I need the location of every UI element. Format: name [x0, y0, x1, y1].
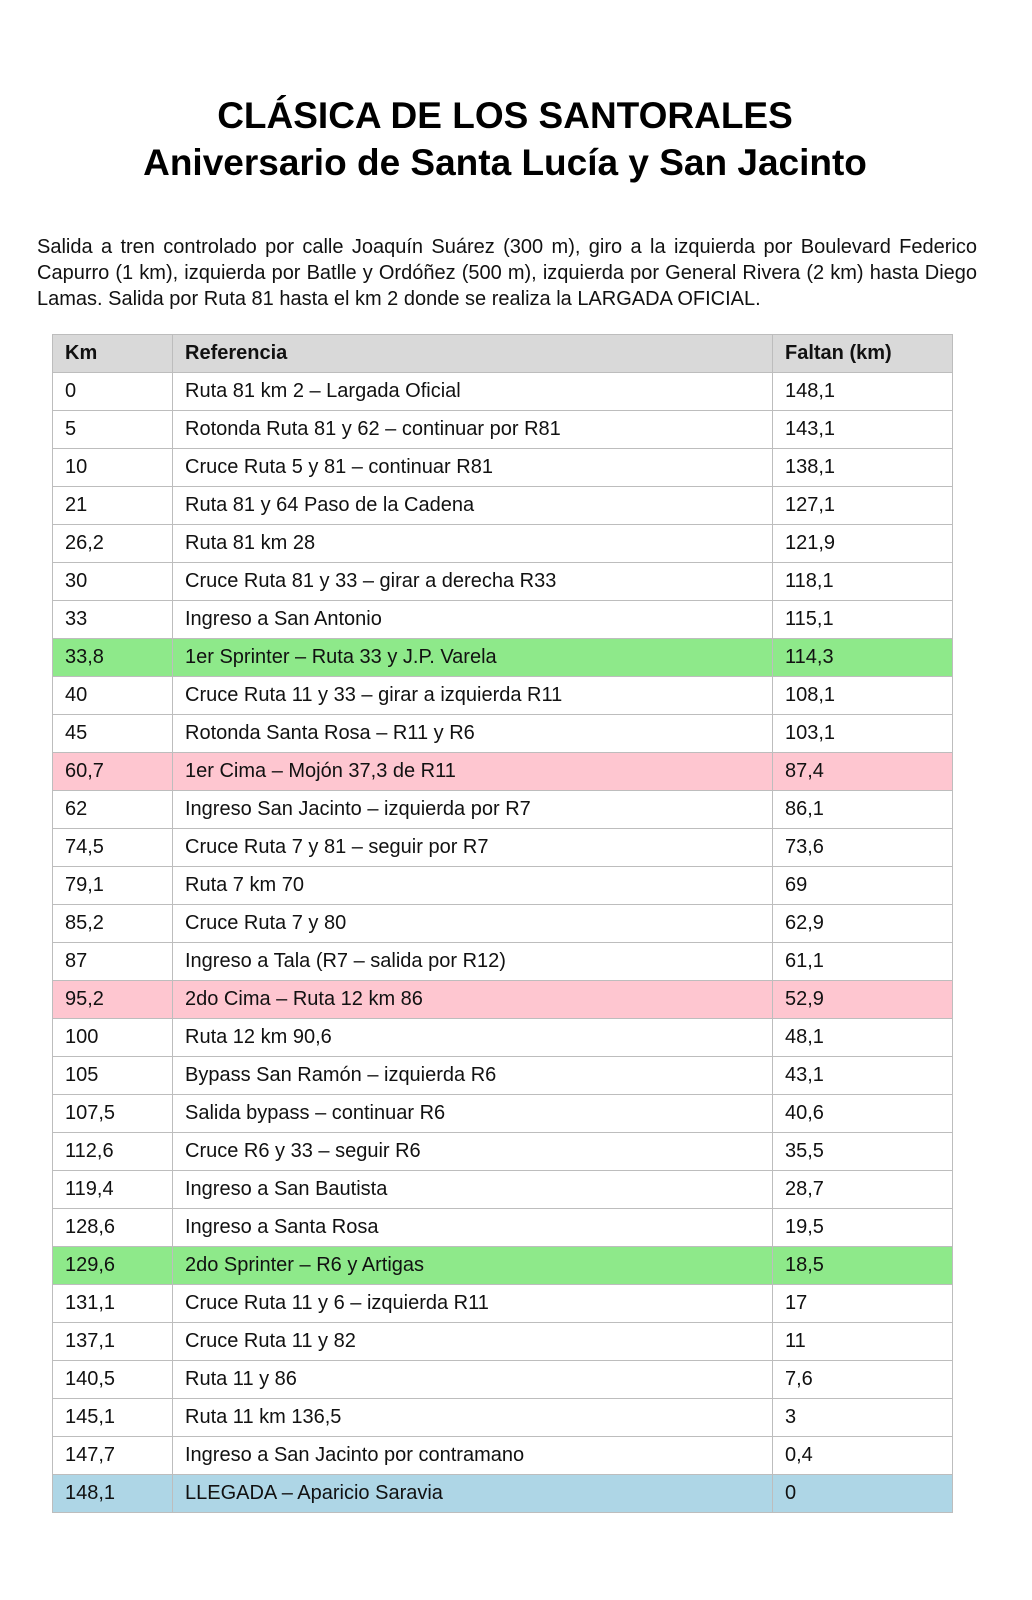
cell-referencia: Ruta 12 km 90,6	[173, 1019, 773, 1057]
cell-faltan: 108,1	[773, 677, 953, 715]
cell-faltan: 143,1	[773, 411, 953, 449]
table-row	[53, 1019, 953, 1057]
table-row	[53, 1247, 953, 1285]
table-row	[53, 1323, 953, 1361]
cell-km: 30	[53, 563, 173, 601]
cell-referencia: Rotonda Ruta 81 y 62 – continuar por R81	[173, 411, 773, 449]
cell-faltan: 115,1	[773, 601, 953, 639]
cell-km: 100	[53, 1019, 173, 1057]
cell-referencia: 2do Sprinter – R6 y Artigas	[173, 1247, 773, 1285]
cell-faltan: 148,1	[773, 373, 953, 411]
cell-faltan: 19,5	[773, 1209, 953, 1247]
cell-faltan: 3	[773, 1399, 953, 1437]
cell-referencia: Ruta 11 y 86	[173, 1361, 773, 1399]
cell-faltan: 127,1	[773, 487, 953, 525]
cell-referencia: Bypass San Ramón – izquierda R6	[173, 1057, 773, 1095]
cell-faltan: 103,1	[773, 715, 953, 753]
table-row	[53, 1437, 953, 1475]
cell-km: 21	[53, 487, 173, 525]
cell-km: 26,2	[53, 525, 173, 563]
cell-km: 10	[53, 449, 173, 487]
cell-referencia: Ingreso a San Antonio	[173, 601, 773, 639]
cell-referencia: Cruce Ruta 11 y 33 – girar a izquierda R11	[173, 677, 773, 715]
table-row	[53, 563, 953, 601]
cell-km: 5	[53, 411, 173, 449]
cell-km: 60,7	[53, 753, 173, 791]
cell-faltan: 73,6	[773, 829, 953, 867]
cell-faltan: 11	[773, 1323, 953, 1361]
cell-km: 62	[53, 791, 173, 829]
table-row	[53, 1095, 953, 1133]
table-row	[53, 867, 953, 905]
title-line-1: CLÁSICA DE LOS SANTORALES	[217, 95, 793, 136]
cell-faltan: 121,9	[773, 525, 953, 563]
cell-referencia: 1er Cima – Mojón 37,3 de R11	[173, 753, 773, 791]
title-line-2: Aniversario de Santa Lucía y San Jacinto	[143, 142, 867, 183]
cell-km: 33	[53, 601, 173, 639]
table-row	[53, 981, 953, 1019]
cell-referencia: 2do Cima – Ruta 12 km 86	[173, 981, 773, 1019]
table-row	[53, 601, 953, 639]
table-row	[53, 1285, 953, 1323]
table-row	[53, 449, 953, 487]
table-row	[53, 829, 953, 867]
cell-km: 33,8	[53, 639, 173, 677]
table-row	[53, 639, 953, 677]
cell-faltan: 52,9	[773, 981, 953, 1019]
table-row	[53, 1209, 953, 1247]
cell-referencia: Cruce R6 y 33 – seguir R6	[173, 1133, 773, 1171]
cell-faltan: 17	[773, 1285, 953, 1323]
cell-km: 140,5	[53, 1361, 173, 1399]
cell-referencia: Cruce Ruta 11 y 82	[173, 1323, 773, 1361]
table-row	[53, 791, 953, 829]
cell-referencia: Ruta 81 km 2 – Largada Oficial	[173, 373, 773, 411]
cell-km: 137,1	[53, 1323, 173, 1361]
table-row	[53, 525, 953, 563]
cell-referencia: Ruta 11 km 136,5	[173, 1399, 773, 1437]
cell-km: 131,1	[53, 1285, 173, 1323]
cell-km: 85,2	[53, 905, 173, 943]
cell-faltan: 61,1	[773, 943, 953, 981]
table-row	[53, 487, 953, 525]
table-row	[53, 1361, 953, 1399]
table-row	[53, 943, 953, 981]
cell-km: 129,6	[53, 1247, 173, 1285]
table-row	[53, 677, 953, 715]
table-row	[53, 753, 953, 791]
cell-faltan: 40,6	[773, 1095, 953, 1133]
cell-faltan: 87,4	[773, 753, 953, 791]
cell-referencia: Ruta 7 km 70	[173, 867, 773, 905]
cell-referencia: Ingreso a San Bautista	[173, 1171, 773, 1209]
cell-referencia: Rotonda Santa Rosa – R11 y R6	[173, 715, 773, 753]
header-faltan: Faltan (km)	[773, 335, 953, 373]
header-km: Km	[53, 335, 173, 373]
table-row	[53, 411, 953, 449]
cell-faltan: 0	[773, 1475, 953, 1513]
cell-km: 107,5	[53, 1095, 173, 1133]
cell-faltan: 138,1	[773, 449, 953, 487]
table-row	[53, 1475, 953, 1513]
cell-km: 79,1	[53, 867, 173, 905]
cell-referencia: Cruce Ruta 7 y 80	[173, 905, 773, 943]
table-row	[53, 1057, 953, 1095]
table-row	[53, 1171, 953, 1209]
cell-referencia: Salida bypass – continuar R6	[173, 1095, 773, 1133]
table-row	[53, 905, 953, 943]
cell-faltan: 28,7	[773, 1171, 953, 1209]
cell-faltan: 62,9	[773, 905, 953, 943]
cell-faltan: 35,5	[773, 1133, 953, 1171]
cell-referencia: Ingreso a San Jacinto por contramano	[173, 1437, 773, 1475]
table-row	[53, 1399, 953, 1437]
cell-km: 145,1	[53, 1399, 173, 1437]
cell-faltan: 43,1	[773, 1057, 953, 1095]
cell-km: 148,1	[53, 1475, 173, 1513]
cell-km: 0	[53, 373, 173, 411]
table-row	[53, 715, 953, 753]
cell-km: 45	[53, 715, 173, 753]
cell-faltan: 18,5	[773, 1247, 953, 1285]
cell-faltan: 118,1	[773, 563, 953, 601]
table-header-row	[53, 335, 953, 373]
cell-referencia: 1er Sprinter – Ruta 33 y J.P. Varela	[173, 639, 773, 677]
cell-km: 128,6	[53, 1209, 173, 1247]
cell-km: 112,6	[53, 1133, 173, 1171]
cell-faltan: 86,1	[773, 791, 953, 829]
cell-km: 147,7	[53, 1437, 173, 1475]
cell-faltan: 114,3	[773, 639, 953, 677]
cell-referencia: Ruta 81 km 28	[173, 525, 773, 563]
cell-km: 87	[53, 943, 173, 981]
table-row	[53, 1133, 953, 1171]
cell-km: 74,5	[53, 829, 173, 867]
cell-referencia: Ingreso San Jacinto – izquierda por R7	[173, 791, 773, 829]
header-referencia: Referencia	[173, 335, 773, 373]
cell-referencia: LLEGADA – Aparicio Saravia	[173, 1475, 773, 1513]
cell-km: 119,4	[53, 1171, 173, 1209]
cell-referencia: Ingreso a Santa Rosa	[173, 1209, 773, 1247]
table-row	[53, 373, 953, 411]
document-title	[0, 92, 1010, 186]
cell-km: 95,2	[53, 981, 173, 1019]
cell-referencia: Ingreso a Tala (R7 – salida por R12)	[173, 943, 773, 981]
cell-km: 105	[53, 1057, 173, 1095]
table-body	[53, 373, 953, 1513]
route-table	[52, 334, 953, 1513]
cell-faltan: 7,6	[773, 1361, 953, 1399]
cell-referencia: Cruce Ruta 5 y 81 – continuar R81	[173, 449, 773, 487]
cell-faltan: 0,4	[773, 1437, 953, 1475]
cell-referencia: Cruce Ruta 81 y 33 – girar a derecha R33	[173, 563, 773, 601]
cell-referencia: Ruta 81 y 64 Paso de la Cadena	[173, 487, 773, 525]
cell-referencia: Cruce Ruta 11 y 6 – izquierda R11	[173, 1285, 773, 1323]
intro-paragraph: Salida a tren controlado por calle Joaquín Suárez (300 m), giro a la izquierda por Boulevard Federico Capurro (1 km), izquierda por Batlle y Ordóñez (500 m), izquierda por General Rivera (2 km) hasta Diego Lamas. Salida por Ruta 81 hasta el km 2 donde se realiza la LARGADA OFICIAL.	[37, 236, 977, 310]
cell-km: 40	[53, 677, 173, 715]
cell-faltan: 69	[773, 867, 953, 905]
cell-referencia: Cruce Ruta 7 y 81 – seguir por R7	[173, 829, 773, 867]
cell-faltan: 48,1	[773, 1019, 953, 1057]
